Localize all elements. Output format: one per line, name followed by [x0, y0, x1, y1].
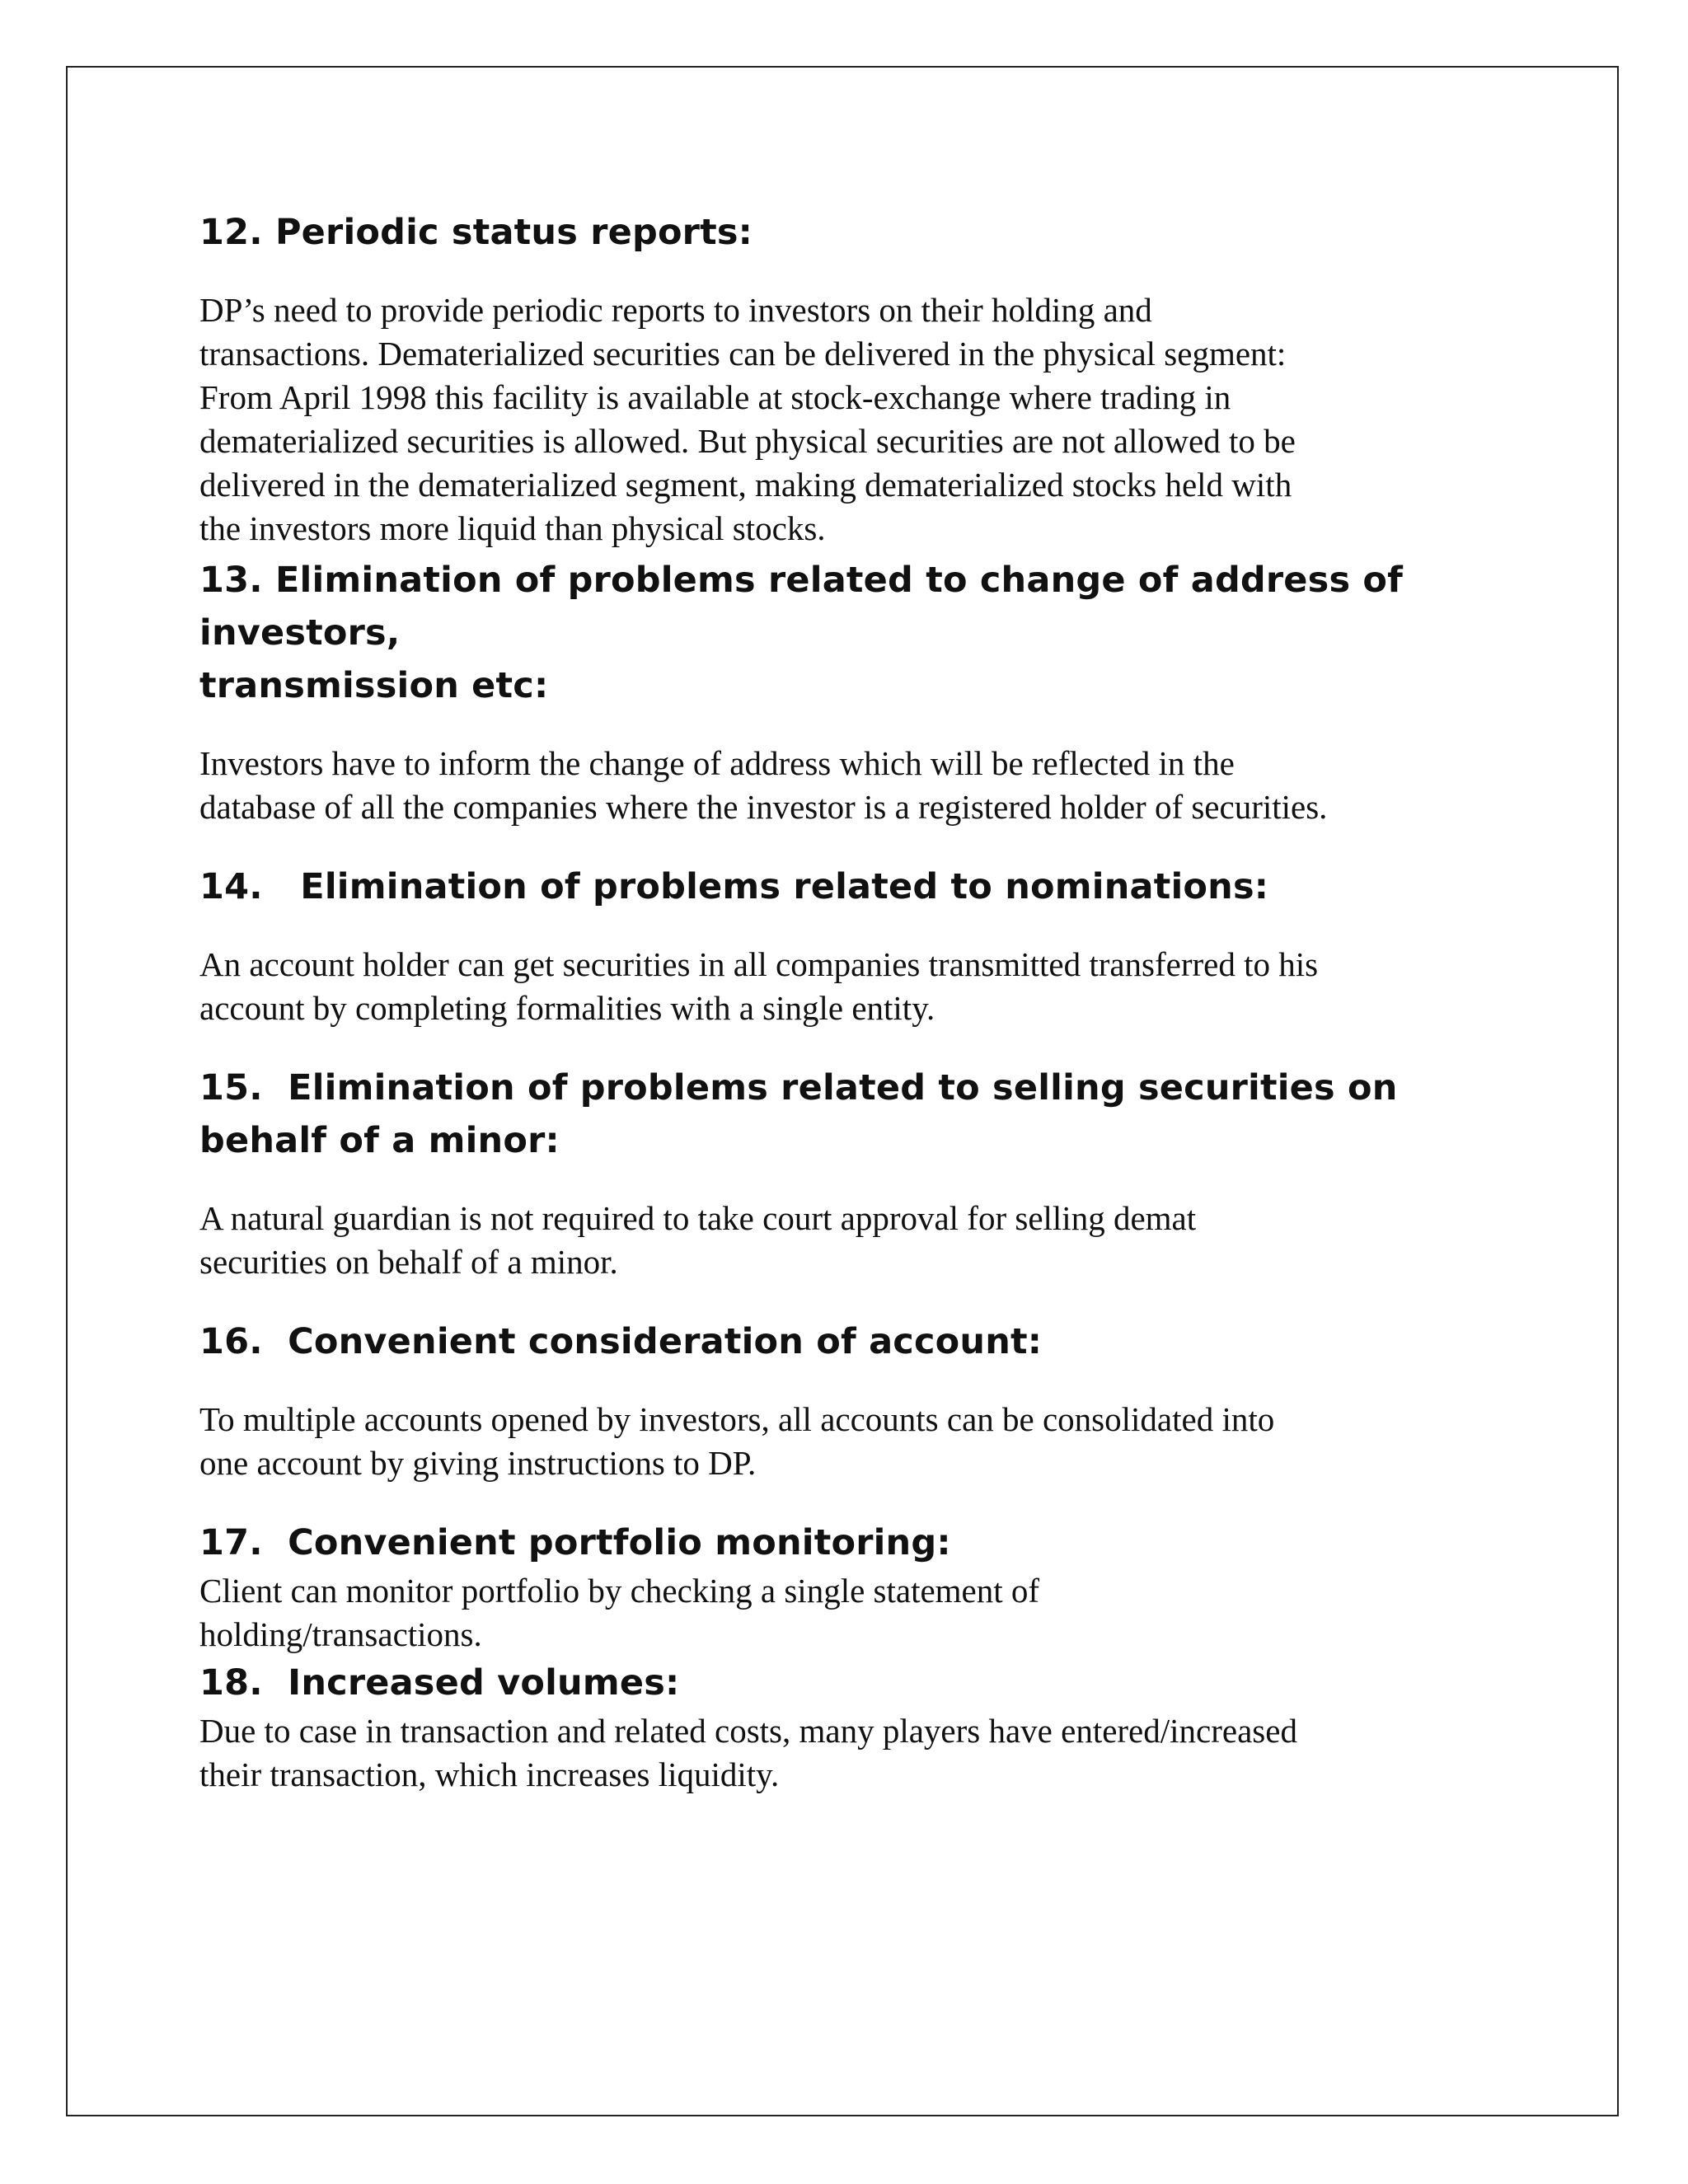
section-18	[199, 1657, 1502, 1797]
paragraph-line: Investors have to inform the change of address which will be reflected in the	[199, 744, 1235, 782]
paragraph-line: the investors more liquid than physical stocks.	[199, 509, 826, 547]
section-13	[199, 554, 1502, 829]
document-body	[199, 206, 1502, 1797]
paragraph-line: An account holder can get securities in all companies transmitted transferred to his	[199, 945, 1319, 983]
section-paragraph	[199, 1398, 1502, 1485]
section-heading	[199, 554, 1502, 607]
section-17	[199, 1516, 1502, 1657]
section-heading	[199, 1062, 1502, 1114]
section-title: Increased volumes:	[288, 1662, 680, 1704]
section-paragraph	[199, 288, 1502, 551]
section-title: Elimination of problems related to selling securities on	[288, 1067, 1398, 1108]
section-heading	[199, 1315, 1502, 1368]
section-title: Convenient consideration of account:	[288, 1321, 1043, 1362]
section-14	[199, 860, 1502, 1030]
section-title: Elimination of problems related to nominations:	[300, 866, 1269, 907]
section-12	[199, 206, 1502, 551]
paragraph-line: account by completing formalities with a single entity.	[199, 989, 935, 1027]
section-heading	[199, 1516, 1502, 1569]
section-paragraph	[199, 1197, 1502, 1284]
section-title: Periodic status reports:	[274, 212, 753, 253]
paragraph-line: their transaction, which increases liquidity.	[199, 1755, 780, 1793]
paragraph-line: securities on behalf of a minor.	[199, 1243, 618, 1281]
section-number: 17.	[199, 1522, 263, 1563]
paragraph-line: From April 1998 this facility is available at stock-exchange where trading in	[199, 378, 1231, 416]
section-paragraph	[199, 1709, 1502, 1797]
section-number: 13.	[199, 560, 263, 601]
paragraph-line: delivered in the dematerialized segment, making dematerialized stocks held with	[199, 466, 1292, 504]
section-15	[199, 1062, 1502, 1284]
section-16	[199, 1315, 1502, 1485]
section-paragraph	[199, 742, 1502, 829]
paragraph-line: transactions. Dematerialized securities can be delivered in the physical segment:	[199, 335, 1287, 373]
section-number: 18.	[199, 1662, 263, 1704]
section-number: 16.	[199, 1321, 263, 1362]
paragraph-line: DP’s need to provide periodic reports to investors on their holding and	[199, 291, 1152, 329]
paragraph-line: database of all the companies where the investor is a registered holder of securities.	[199, 788, 1328, 826]
section-number: 12.	[199, 212, 263, 253]
paragraph-line: dematerialized securities is allowed. But physical securities are not allowed to be	[199, 422, 1296, 460]
section-heading-continued: behalf of a minor:	[199, 1120, 560, 1161]
section-title: Elimination of problems related to change of address of	[274, 560, 1404, 601]
paragraph-line: To multiple accounts opened by investors, all accounts can be consolidated into	[199, 1400, 1275, 1438]
section-number: 14.	[199, 866, 263, 907]
section-heading-continued: investors,	[199, 612, 401, 654]
section-heading	[199, 860, 1502, 913]
paragraph-line: holding/transactions.	[199, 1615, 482, 1653]
section-paragraph	[199, 1569, 1502, 1657]
section-heading	[199, 206, 1502, 259]
paragraph-line: Due to case in transaction and related costs, many players have entered/increased	[199, 1712, 1297, 1750]
section-title: Convenient portfolio monitoring:	[288, 1522, 951, 1563]
section-heading-continued: transmission etc:	[199, 665, 549, 706]
paragraph-line: A natural guardian is not required to take court approval for selling demat	[199, 1199, 1197, 1237]
section-number: 15.	[199, 1067, 263, 1108]
section-paragraph	[199, 943, 1502, 1030]
paragraph-line: one account by giving instructions to DP.	[199, 1444, 757, 1482]
paragraph-line: Client can monitor portfolio by checking a single statement of	[199, 1572, 1040, 1610]
section-heading	[199, 1657, 1502, 1709]
